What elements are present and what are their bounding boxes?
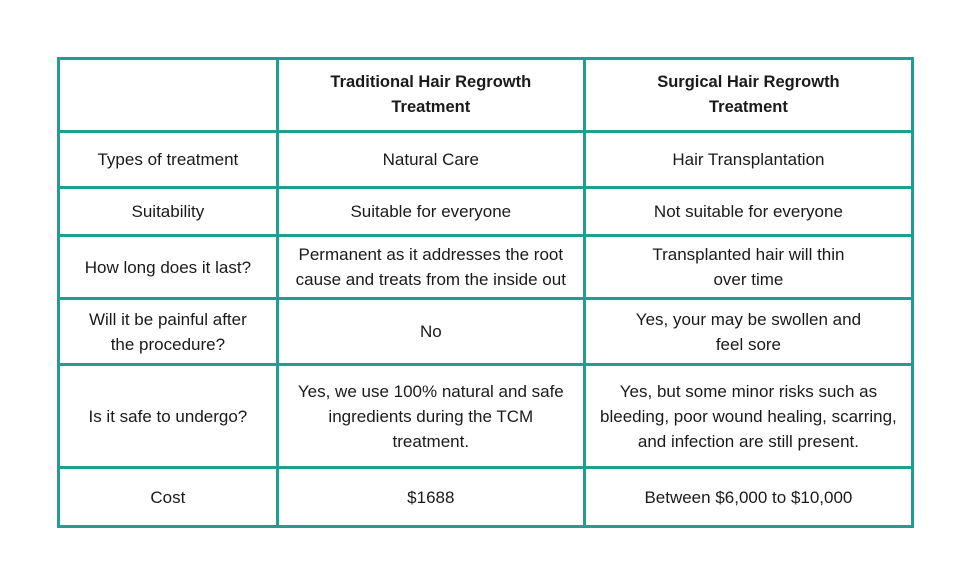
traditional-cell: $1688 <box>277 468 584 527</box>
row-label: Cost <box>59 468 278 527</box>
surgical-cell: Yes, your may be swollen and feel sore <box>584 299 912 365</box>
row-label: Suitability <box>59 188 278 236</box>
header-row <box>59 59 913 132</box>
surgical-cell: Not suitable for everyone <box>584 188 912 236</box>
surgical-cell: Between $6,000 to $10,000 <box>584 468 912 527</box>
table-row <box>59 468 913 527</box>
traditional-cell: Suitable for everyone <box>277 188 584 236</box>
header-traditional: Traditional Hair Regrowth Treatment <box>277 59 584 132</box>
table-row <box>59 299 913 365</box>
comparison-table <box>57 57 914 528</box>
surgical-cell: Yes, but some minor risks such as bleeding, poor wound healing, scarring, and infection are still present. <box>584 365 912 468</box>
row-label: Will it be painful after the procedure? <box>59 299 278 365</box>
table-row <box>59 132 913 188</box>
header-empty-cell <box>59 59 278 132</box>
traditional-cell: Natural Care <box>277 132 584 188</box>
row-label: How long does it last? <box>59 236 278 299</box>
table-row <box>59 365 913 468</box>
table-row <box>59 188 913 236</box>
surgical-cell: Hair Transplantation <box>584 132 912 188</box>
traditional-cell: Yes, we use 100% natural and safe ingredients during the TCM treatment. <box>277 365 584 468</box>
header-surgical: Surgical Hair Regrowth Treatment <box>584 59 912 132</box>
surgical-cell: Transplanted hair will thin over time <box>584 236 912 299</box>
table-row <box>59 236 913 299</box>
row-label: Types of treatment <box>59 132 278 188</box>
row-label: Is it safe to undergo? <box>59 365 278 468</box>
traditional-cell: Permanent as it addresses the root cause and treats from the inside out <box>277 236 584 299</box>
traditional-cell: No <box>277 299 584 365</box>
